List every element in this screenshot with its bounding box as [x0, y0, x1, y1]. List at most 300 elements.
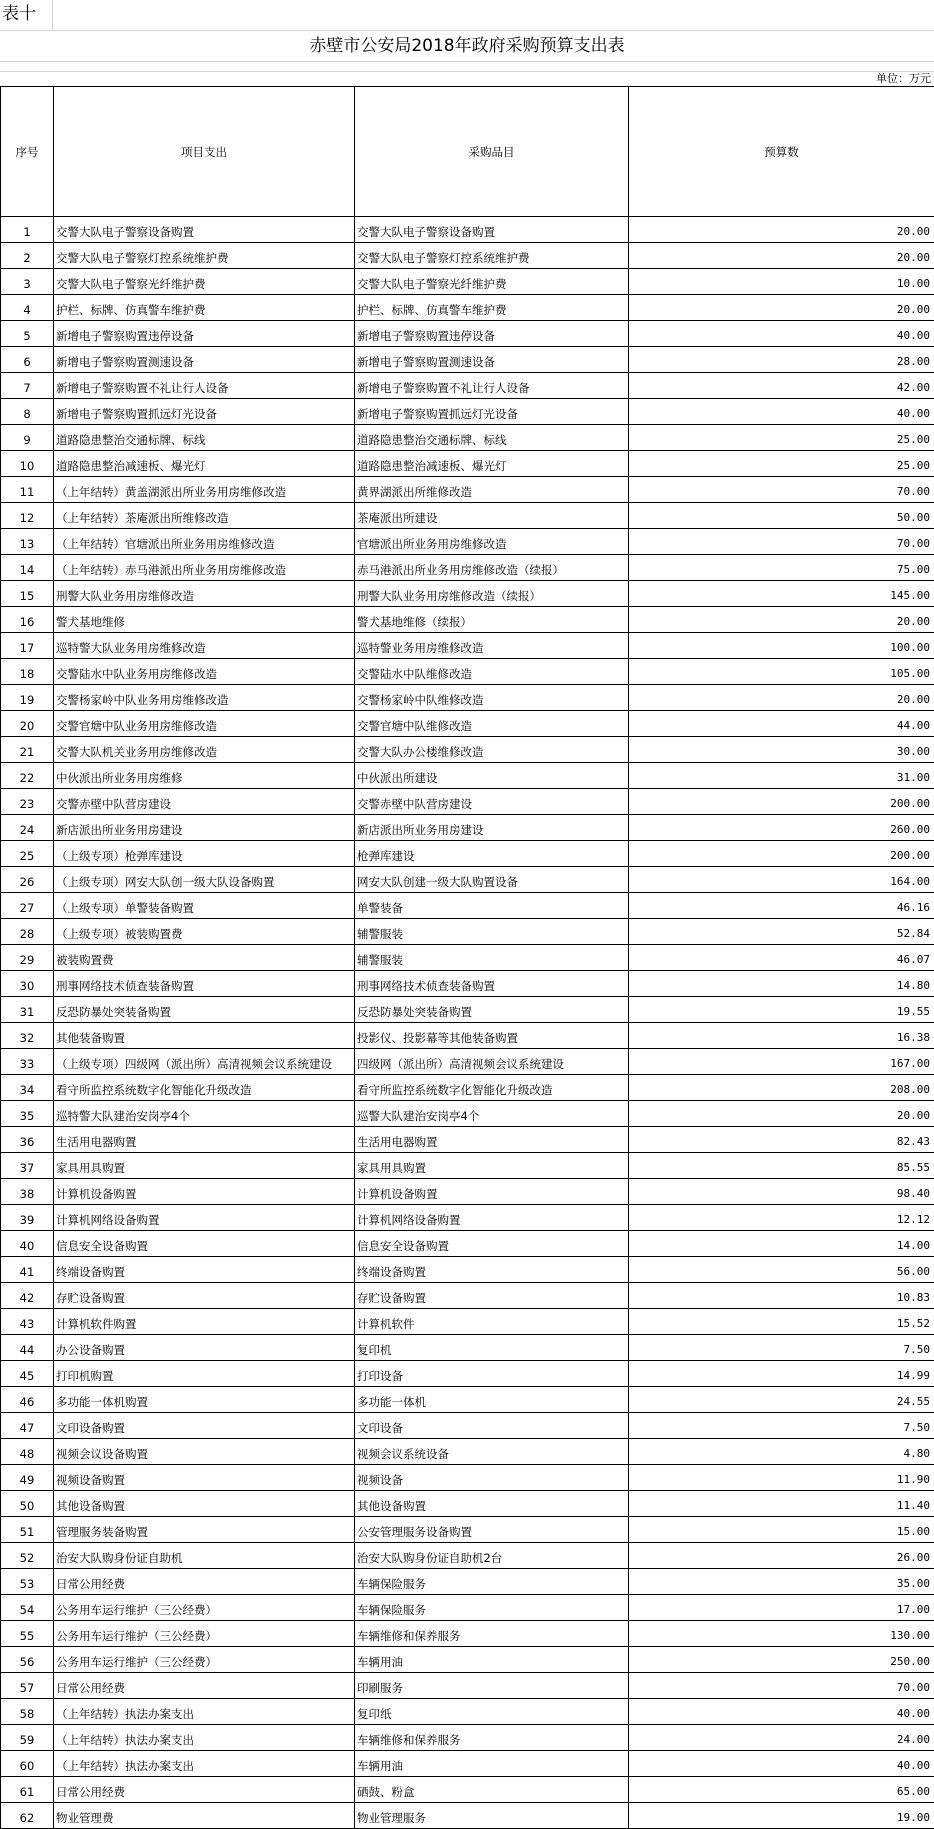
- row-item: 车辆维修和保养服务: [355, 1621, 629, 1647]
- row-project: （上年结转）茶庵派出所维修改造: [54, 503, 355, 529]
- table-row: [1, 1023, 934, 1049]
- budget-table: [0, 86, 934, 1829]
- row-index: 24: [1, 815, 54, 841]
- row-project: 终端设备购置: [54, 1257, 355, 1283]
- table-row: [1, 243, 934, 269]
- column-header-budget: 预算数: [629, 87, 934, 217]
- row-project: （上年结转）赤马港派出所业务用房维修改造: [54, 555, 355, 581]
- row-project: 新增电子警察购置不礼让行人设备: [54, 373, 355, 399]
- row-item: 黄界湖派出所维修改造: [355, 477, 629, 503]
- row-project: 公务用车运行维护（三公经费）: [54, 1595, 355, 1621]
- row-item: 四级网（派出所）高清视频会议系统建设: [355, 1049, 629, 1075]
- row-index: 47: [1, 1413, 54, 1439]
- row-project: （上级专项）被装购置费: [54, 919, 355, 945]
- row-index: 5: [1, 321, 54, 347]
- row-index: 35: [1, 1101, 54, 1127]
- row-project: （上年结转）执法办案支出: [54, 1751, 355, 1777]
- table-row: [1, 633, 934, 659]
- row-item: 其他设备购置: [355, 1491, 629, 1517]
- row-index: 13: [1, 529, 54, 555]
- row-budget: 200.00: [629, 841, 934, 867]
- row-item: 交警大队电子警察灯控系统维护费: [355, 243, 629, 269]
- row-index: 9: [1, 425, 54, 451]
- row-item: 交警杨家岭中队维修改造: [355, 685, 629, 711]
- row-budget: 40.00: [629, 399, 934, 425]
- row-item: 存贮设备购置: [355, 1283, 629, 1309]
- row-budget: 260.00: [629, 815, 934, 841]
- table-row: [1, 1803, 934, 1829]
- row-budget: 26.00: [629, 1543, 934, 1569]
- row-item: 道路隐患整治减速板、爆光灯: [355, 451, 629, 477]
- row-project: 看守所监控系统数字化智能化升级改造: [54, 1075, 355, 1101]
- row-project: 信息安全设备购置: [54, 1231, 355, 1257]
- row-project: （上级专项）网安大队创一级大队设备购置: [54, 867, 355, 893]
- row-project: 交警大队电子警察灯控系统维护费: [54, 243, 355, 269]
- row-index: 14: [1, 555, 54, 581]
- row-item: 巡警大队建治安岗亭4个: [355, 1101, 629, 1127]
- row-budget: 20.00: [629, 243, 934, 269]
- row-item: 计算机软件: [355, 1309, 629, 1335]
- row-project: 交警官塘中队业务用房维修改造: [54, 711, 355, 737]
- row-budget: 164.00: [629, 867, 934, 893]
- table-header-row: [1, 87, 934, 217]
- row-item: 新增电子警察购置不礼让行人设备: [355, 373, 629, 399]
- row-budget: 10.00: [629, 269, 934, 295]
- row-budget: 14.99: [629, 1361, 934, 1387]
- row-project: （上年结转）黄盖湖派出所业务用房维修改造: [54, 477, 355, 503]
- row-item: 交警大队电子警察设备购置: [355, 217, 629, 243]
- row-index: 20: [1, 711, 54, 737]
- row-budget: 16.38: [629, 1023, 934, 1049]
- row-item: 多功能一体机: [355, 1387, 629, 1413]
- table-row: [1, 503, 934, 529]
- column-header-project: 项目支出: [54, 87, 355, 217]
- table-row: [1, 1335, 934, 1361]
- column-header-item: 采购品目: [355, 87, 629, 217]
- row-budget: 11.90: [629, 1465, 934, 1491]
- row-budget: 15.52: [629, 1309, 934, 1335]
- row-project: 视频设备购置: [54, 1465, 355, 1491]
- table-row: [1, 867, 934, 893]
- row-project: 护栏、标牌、仿真警车维护费: [54, 295, 355, 321]
- row-project: 交警陆水中队业务用房维修改造: [54, 659, 355, 685]
- row-budget: 100.00: [629, 633, 934, 659]
- table-row: [1, 347, 934, 373]
- row-project: 刑警大队业务用房维修改造: [54, 581, 355, 607]
- row-item: 车辆用油: [355, 1751, 629, 1777]
- row-item: 计算机网络设备购置: [355, 1205, 629, 1231]
- row-index: 48: [1, 1439, 54, 1465]
- row-budget: 30.00: [629, 737, 934, 763]
- row-index: 39: [1, 1205, 54, 1231]
- row-index: 56: [1, 1647, 54, 1673]
- table-row: [1, 971, 934, 997]
- row-index: 19: [1, 685, 54, 711]
- row-index: 42: [1, 1283, 54, 1309]
- row-index: 15: [1, 581, 54, 607]
- row-index: 59: [1, 1725, 54, 1751]
- table-row: [1, 1439, 934, 1465]
- table-row: [1, 1569, 934, 1595]
- row-index: 38: [1, 1179, 54, 1205]
- row-project: 巡特警大队建治安岗亭4个: [54, 1101, 355, 1127]
- row-project: 计算机网络设备购置: [54, 1205, 355, 1231]
- row-budget: 19.55: [629, 997, 934, 1023]
- table-row: [1, 581, 934, 607]
- row-item: 复印纸: [355, 1699, 629, 1725]
- row-budget: 42.00: [629, 373, 934, 399]
- row-budget: 20.00: [629, 295, 934, 321]
- row-item: 辅警服装: [355, 945, 629, 971]
- row-project: 文印设备购置: [54, 1413, 355, 1439]
- row-item: 物业管理服务: [355, 1803, 629, 1829]
- row-item: 中伙派出所建设: [355, 763, 629, 789]
- row-budget: 208.00: [629, 1075, 934, 1101]
- row-item: 公安管理服务设备购置: [355, 1517, 629, 1543]
- row-item: 护栏、标牌、仿真警车维护费: [355, 295, 629, 321]
- row-item: 硒鼓、粉盒: [355, 1777, 629, 1803]
- table-row: [1, 711, 934, 737]
- row-project: （上年结转）官塘派出所业务用房维修改造: [54, 529, 355, 555]
- row-item: 看守所监控系统数字化智能化升级改造: [355, 1075, 629, 1101]
- row-item: 视频会议系统设备: [355, 1439, 629, 1465]
- row-budget: 24.55: [629, 1387, 934, 1413]
- row-project: 生活用电器购置: [54, 1127, 355, 1153]
- row-index: 34: [1, 1075, 54, 1101]
- row-item: 巡特警业务用房维修改造: [355, 633, 629, 659]
- row-index: 23: [1, 789, 54, 815]
- row-project: 被装购置费: [54, 945, 355, 971]
- row-item: 新增电子警察购置测速设备: [355, 347, 629, 373]
- row-project: 其他装备购置: [54, 1023, 355, 1049]
- row-budget: 52.84: [629, 919, 934, 945]
- table-row: [1, 1231, 934, 1257]
- row-item: 终端设备购置: [355, 1257, 629, 1283]
- row-item: 刑事网络技术侦查装备购置: [355, 971, 629, 997]
- row-item: 网安大队创建一级大队购置设备: [355, 867, 629, 893]
- row-project: 打印机购置: [54, 1361, 355, 1387]
- row-item: 辅警服装: [355, 919, 629, 945]
- row-item: 交警大队电子警察光纤维护费: [355, 269, 629, 295]
- row-item: 投影仪、投影幕等其他装备购置: [355, 1023, 629, 1049]
- blank-row: [0, 62, 934, 72]
- row-index: 61: [1, 1777, 54, 1803]
- table-row: [1, 1075, 934, 1101]
- row-item: 交警大队办公楼维修改造: [355, 737, 629, 763]
- table-row: [1, 399, 934, 425]
- row-project: 日常公用经费: [54, 1673, 355, 1699]
- row-budget: 65.00: [629, 1777, 934, 1803]
- table-row: [1, 1283, 934, 1309]
- row-index: 16: [1, 607, 54, 633]
- row-index: 29: [1, 945, 54, 971]
- row-index: 11: [1, 477, 54, 503]
- table-row: [1, 425, 934, 451]
- row-index: 45: [1, 1361, 54, 1387]
- grid-cell: [53, 0, 934, 31]
- row-project: 公务用车运行维护（三公经费）: [54, 1621, 355, 1647]
- row-index: 60: [1, 1751, 54, 1777]
- table-row: [1, 321, 934, 347]
- row-budget: 40.00: [629, 1699, 934, 1725]
- table-row: [1, 1647, 934, 1673]
- row-budget: 130.00: [629, 1621, 934, 1647]
- row-item: 计算机设备购置: [355, 1179, 629, 1205]
- table-row: [1, 1465, 934, 1491]
- row-index: 28: [1, 919, 54, 945]
- row-item: 信息安全设备购置: [355, 1231, 629, 1257]
- blank-row: [0, 72, 934, 86]
- row-project: 治安大队购身份证自助机: [54, 1543, 355, 1569]
- row-project: 日常公用经费: [54, 1777, 355, 1803]
- table-row: [1, 1413, 934, 1439]
- row-project: 道路隐患整治减速板、爆光灯: [54, 451, 355, 477]
- row-budget: 35.00: [629, 1569, 934, 1595]
- row-item: 车辆保险服务: [355, 1595, 629, 1621]
- row-budget: 20.00: [629, 217, 934, 243]
- row-index: 40: [1, 1231, 54, 1257]
- row-project: （上级专项）枪弹库建设: [54, 841, 355, 867]
- page-title: 赤壁市公安局2018年政府采购预算支出表: [0, 31, 934, 62]
- row-project: 交警大队电子警察设备购置: [54, 217, 355, 243]
- row-index: 32: [1, 1023, 54, 1049]
- row-item: 新店派出所业务用房建设: [355, 815, 629, 841]
- row-budget: 250.00: [629, 1647, 934, 1673]
- table-row: [1, 477, 934, 503]
- row-project: 公务用车运行维护（三公经费）: [54, 1647, 355, 1673]
- table-row: [1, 607, 934, 633]
- row-item: 枪弹库建设: [355, 841, 629, 867]
- row-index: 17: [1, 633, 54, 659]
- row-item: 单警装备: [355, 893, 629, 919]
- table-row: [1, 815, 934, 841]
- row-budget: 200.00: [629, 789, 934, 815]
- row-project: 存贮设备购置: [54, 1283, 355, 1309]
- table-row: [1, 529, 934, 555]
- table-row: [1, 1361, 934, 1387]
- column-header-index: 序号: [1, 87, 54, 217]
- table-row: [1, 841, 934, 867]
- table-body: [1, 87, 934, 1829]
- row-item: 反恐防暴处突装备购置: [355, 997, 629, 1023]
- table-row: [1, 1491, 934, 1517]
- row-index: 25: [1, 841, 54, 867]
- row-project: 反恐防暴处突装备购置: [54, 997, 355, 1023]
- row-budget: 25.00: [629, 425, 934, 451]
- row-budget: 7.50: [629, 1413, 934, 1439]
- row-budget: 28.00: [629, 347, 934, 373]
- row-item: 视频设备: [355, 1465, 629, 1491]
- table-row: [1, 659, 934, 685]
- row-item: 交警陆水中队维修改造: [355, 659, 629, 685]
- row-item: 治安大队购身份证自助机2台: [355, 1543, 629, 1569]
- row-index: 41: [1, 1257, 54, 1283]
- row-project: 家具用具购置: [54, 1153, 355, 1179]
- table-row: [1, 451, 934, 477]
- row-budget: 40.00: [629, 321, 934, 347]
- row-budget: 70.00: [629, 477, 934, 503]
- row-index: 12: [1, 503, 54, 529]
- row-project: 管理服务装备购置: [54, 1517, 355, 1543]
- row-budget: 105.00: [629, 659, 934, 685]
- row-index: 36: [1, 1127, 54, 1153]
- table-row: [1, 1179, 934, 1205]
- row-budget: 98.40: [629, 1179, 934, 1205]
- row-budget: 14.80: [629, 971, 934, 997]
- row-budget: 7.50: [629, 1335, 934, 1361]
- row-project: 新增电子警察购置测速设备: [54, 347, 355, 373]
- row-budget: 44.00: [629, 711, 934, 737]
- row-index: 21: [1, 737, 54, 763]
- table-row: [1, 1101, 934, 1127]
- table-row: [1, 1127, 934, 1153]
- table-row: [1, 373, 934, 399]
- row-project: 物业管理费: [54, 1803, 355, 1829]
- row-budget: 145.00: [629, 581, 934, 607]
- table-row: [1, 1257, 934, 1283]
- row-index: 31: [1, 997, 54, 1023]
- row-index: 4: [1, 295, 54, 321]
- row-budget: 75.00: [629, 555, 934, 581]
- row-index: 52: [1, 1543, 54, 1569]
- table-row: [1, 1205, 934, 1231]
- row-project: 其他设备购置: [54, 1491, 355, 1517]
- row-budget: 56.00: [629, 1257, 934, 1283]
- row-index: 44: [1, 1335, 54, 1361]
- row-item: 家具用具购置: [355, 1153, 629, 1179]
- row-item: 车辆维修和保养服务: [355, 1725, 629, 1751]
- row-item: 复印机: [355, 1335, 629, 1361]
- row-index: 43: [1, 1309, 54, 1335]
- row-budget: 70.00: [629, 529, 934, 555]
- table-row: [1, 1699, 934, 1725]
- row-item: 车辆用油: [355, 1647, 629, 1673]
- table-row: [1, 997, 934, 1023]
- row-index: 1: [1, 217, 54, 243]
- table-row: [1, 685, 934, 711]
- row-item: 新增电子警察购置违停设备: [355, 321, 629, 347]
- row-index: 49: [1, 1465, 54, 1491]
- row-project: （上级专项）单警装备购置: [54, 893, 355, 919]
- row-budget: 82.43: [629, 1127, 934, 1153]
- table-row: [1, 1673, 934, 1699]
- row-project: 交警大队电子警察光纤维护费: [54, 269, 355, 295]
- row-project: 中伙派出所业务用房维修: [54, 763, 355, 789]
- row-budget: 20.00: [629, 607, 934, 633]
- row-budget: 40.00: [629, 1751, 934, 1777]
- table-row: [1, 1387, 934, 1413]
- row-index: 33: [1, 1049, 54, 1075]
- row-item: 赤马港派出所业务用房维修改造（续报）: [355, 555, 629, 581]
- row-budget: 20.00: [629, 1101, 934, 1127]
- row-project: 计算机设备购置: [54, 1179, 355, 1205]
- row-item: 新增电子警察购置抓远灯光设备: [355, 399, 629, 425]
- row-budget: 25.00: [629, 451, 934, 477]
- table-row: [1, 1153, 934, 1179]
- table-row: [1, 1777, 934, 1803]
- row-budget: 46.07: [629, 945, 934, 971]
- row-budget: 85.55: [629, 1153, 934, 1179]
- row-index: 8: [1, 399, 54, 425]
- row-budget: 167.00: [629, 1049, 934, 1075]
- table-row: [1, 737, 934, 763]
- table-row: [1, 763, 934, 789]
- row-project: 视频会议设备购置: [54, 1439, 355, 1465]
- table-row: [1, 1595, 934, 1621]
- row-index: 57: [1, 1673, 54, 1699]
- row-index: 51: [1, 1517, 54, 1543]
- table-row: [1, 1751, 934, 1777]
- row-project: 新增电子警察购置违停设备: [54, 321, 355, 347]
- row-index: 50: [1, 1491, 54, 1517]
- row-project: 新增电子警察购置抓远灯光设备: [54, 399, 355, 425]
- row-item: 茶庵派出所建设: [355, 503, 629, 529]
- unit-label: 单位：万元: [876, 72, 931, 86]
- row-budget: 46.16: [629, 893, 934, 919]
- row-item: 印刷服务: [355, 1673, 629, 1699]
- table-row: [1, 789, 934, 815]
- table-row: [1, 555, 934, 581]
- row-index: 22: [1, 763, 54, 789]
- row-project: 交警赤壁中队营房建设: [54, 789, 355, 815]
- row-index: 46: [1, 1387, 54, 1413]
- row-index: 54: [1, 1595, 54, 1621]
- row-budget: 19.00: [629, 1803, 934, 1829]
- table-row: [1, 217, 934, 243]
- row-budget: 14.00: [629, 1231, 934, 1257]
- row-index: 58: [1, 1699, 54, 1725]
- table-row: [1, 893, 934, 919]
- row-project: 刑事网络技术侦查装备购置: [54, 971, 355, 997]
- row-budget: 10.83: [629, 1283, 934, 1309]
- row-project: （上年结转）执法办案支出: [54, 1725, 355, 1751]
- row-budget: 24.00: [629, 1725, 934, 1751]
- row-budget: 17.00: [629, 1595, 934, 1621]
- row-index: 30: [1, 971, 54, 997]
- table-row: [1, 1725, 934, 1751]
- row-index: 2: [1, 243, 54, 269]
- row-item: 交警官塘中队维修改造: [355, 711, 629, 737]
- row-item: 刑警大队业务用房维修改造（续报）: [355, 581, 629, 607]
- row-budget: 70.00: [629, 1673, 934, 1699]
- row-budget: 12.12: [629, 1205, 934, 1231]
- row-project: 计算机软件购置: [54, 1309, 355, 1335]
- row-item: 官塘派出所业务用房维修改造: [355, 529, 629, 555]
- row-project: 交警杨家岭中队业务用房维修改造: [54, 685, 355, 711]
- table-row: [1, 945, 934, 971]
- table-row: [1, 295, 934, 321]
- row-project: （上级专项）四级网（派出所）高清视频会议系统建设: [54, 1049, 355, 1075]
- table-row: [1, 1517, 934, 1543]
- table-row: [1, 1309, 934, 1335]
- row-budget: 50.00: [629, 503, 934, 529]
- row-index: 37: [1, 1153, 54, 1179]
- row-project: 新店派出所业务用房建设: [54, 815, 355, 841]
- row-item: 打印设备: [355, 1361, 629, 1387]
- row-item: 生活用电器购置: [355, 1127, 629, 1153]
- table-row: [1, 919, 934, 945]
- row-index: 27: [1, 893, 54, 919]
- row-index: 3: [1, 269, 54, 295]
- row-project: 巡特警大队业务用房维修改造: [54, 633, 355, 659]
- row-project: 办公设备购置: [54, 1335, 355, 1361]
- row-project: 日常公用经费: [54, 1569, 355, 1595]
- table-row: [1, 1049, 934, 1075]
- row-project: 警犬基地维修: [54, 607, 355, 633]
- row-project: （上年结转）执法办案支出: [54, 1699, 355, 1725]
- row-index: 10: [1, 451, 54, 477]
- row-index: 26: [1, 867, 54, 893]
